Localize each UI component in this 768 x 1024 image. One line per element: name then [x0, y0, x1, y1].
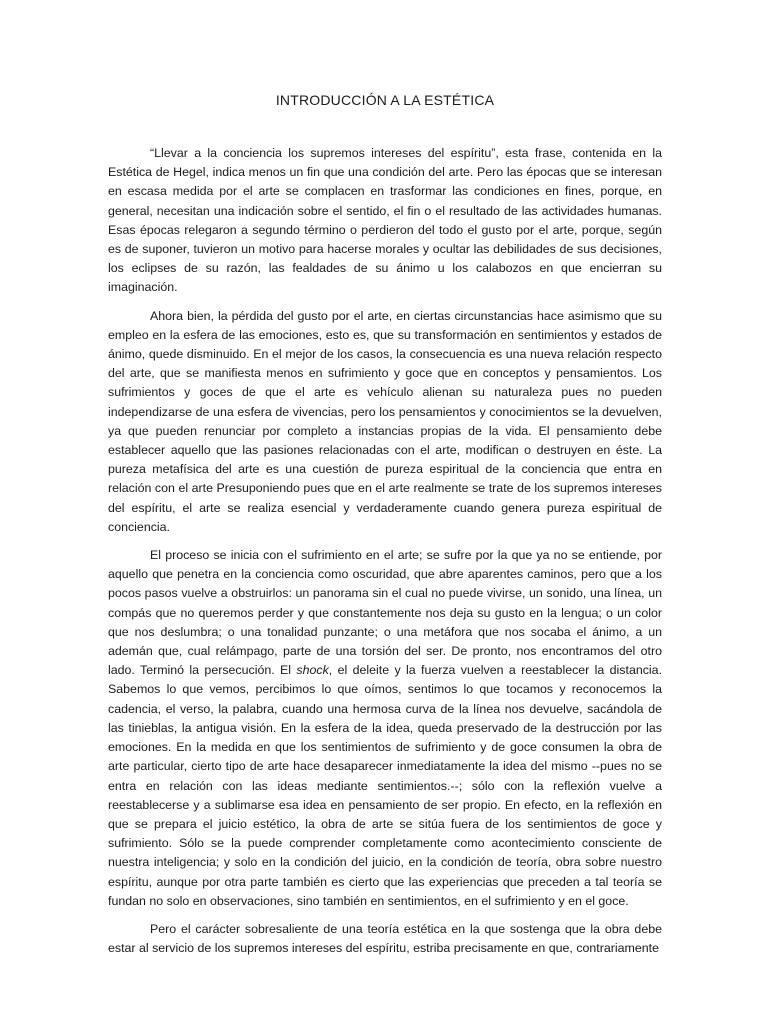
paragraph-1: “Llevar a la conciencia los supremos intereses del espíritu”, esta frase, contenida en la Estética de Hegel, indica menos un fin que una condición del arte. Pero las épocas que se interesan en escasa medida por el arte se complacen en trasformar las condiciones en fines, porque, en general, necesitan una indicación sobre el sentido, el fin o el resultado de las actividades humanas. Esas épocas relegaron a segundo término o perdieron del todo el gusto por el arte, porque, según es de suponer, tuvieron un motivo para hacerse morales y ocultar las debilidades de sus decisiones, los eclipses de su razón, las fealdades de su ánimo u los calabozos en que encierran su imaginación. — [108, 146, 662, 295]
emphasis-shock: shock — [296, 663, 329, 678]
document-title: INTRODUCCIÓN A LA ESTÉTICA — [275, 92, 495, 108]
paragraph-3-part-1: El proceso se inicia con el sufrimiento en el arte; se sufre por la que ya no se entiende, por aquello que penetra en la conciencia como oscuridad, que abre aparentes caminos, pero que a los pocos pasos vuelve a obstruirlos: un panorama sin el cual no puede vivirse, un sonido, una línea, un compás que no queremos perder y que constantemente nos deja su gusto en la lengua; o un color que nos deslumbra; o una tonalidad punzante; o una metáfora que nos socaba el ánimo, a un ademán que, cual relámpago, parte de una torsión del ser. De pronto, nos encontramos del otro lado. Terminó la persecución. El — [108, 548, 662, 678]
paragraph-2: Ahora bien, la pérdida del gusto por el arte, en ciertas circunstancias hace asimismo que su empleo en la esfera de las emociones, esto es, que su transformación en sentimientos y estados de ánimo, quede disminuido. En el mejor de los casos, la consecuencia es una nueva relación respecto del arte, que se manifiesta menos en sufrimiento y goce que en conceptos y pensamientos. Los sufrimientos y goces de que el arte es vehículo alienan su naturaleza pues no pueden independizarse de una esfera de vivencias, pero los pensamientos y conocimientos se la devuelven, ya que pueden renunciar por completo a instancias propias de la vida. El pensamiento debe establecer aquello que las pasiones relacionadas con el arte, modifican o destruyen en éste. La pureza metafísica del arte es una cuestión de pureza espiritual de la conciencia que entra en relación con el arte Presuponiendo pues que en el arte realmente se trate de los supremos intereses del espíritu, el arte se realiza esencial y verdaderamente cuando genera pureza espiritual de conciencia. — [108, 308, 662, 534]
paragraph-4: Pero el carácter sobresaliente de una teoría estética en la que sostenga que la obra debe estar al servicio de los supremos intereses del espíritu, estriba precisamente en que, contrariamente — [108, 921, 662, 956]
paragraph-3-part-2: , el deleite y la fuerza vuelven a reestablecer la distancia. Sabemos lo que vemos, percibimos lo que oímos, sentimos lo que tocamos y reconocemos la cadencia, el verso, la palabra, cuando una hermosa curva de la línea nos devuelve, sacándola de las tinieblas, la antigua visión. En la esfera de la idea, queda preservado de la destrucción por las emociones. En la medida en que los sentimientos de sufrimiento y de goce consumen la obra de arte particular, cierto tipo de arte hace desaparecer inmediatamente la idea del mismo --pues no se entra en relación con las ideas mediante sentimientos.--; sólo con la reflexión vuelve a reestablecerse y a sublimarse esa idea en pensamiento de ser propio. En efecto, en la reflexión en que se prepara el juicio estético, la obra de arte se sitúa fuera de los sentimientos de goce y sufrimiento. Sólo se la puede comprender completamente como acontecimiento consciente de nuestra inteligencia; y solo en la condición del juicio, en la condición de teoría, obra sobre nuestro espíritu, aunque por otra parte también es cierto que las experiencias que preceden a tal teoría se fundan no solo en observaciones, sino también en sentimientos, en el sufrimiento y en el goce. — [108, 663, 663, 908]
paragraph-3 — [108, 546, 662, 911]
